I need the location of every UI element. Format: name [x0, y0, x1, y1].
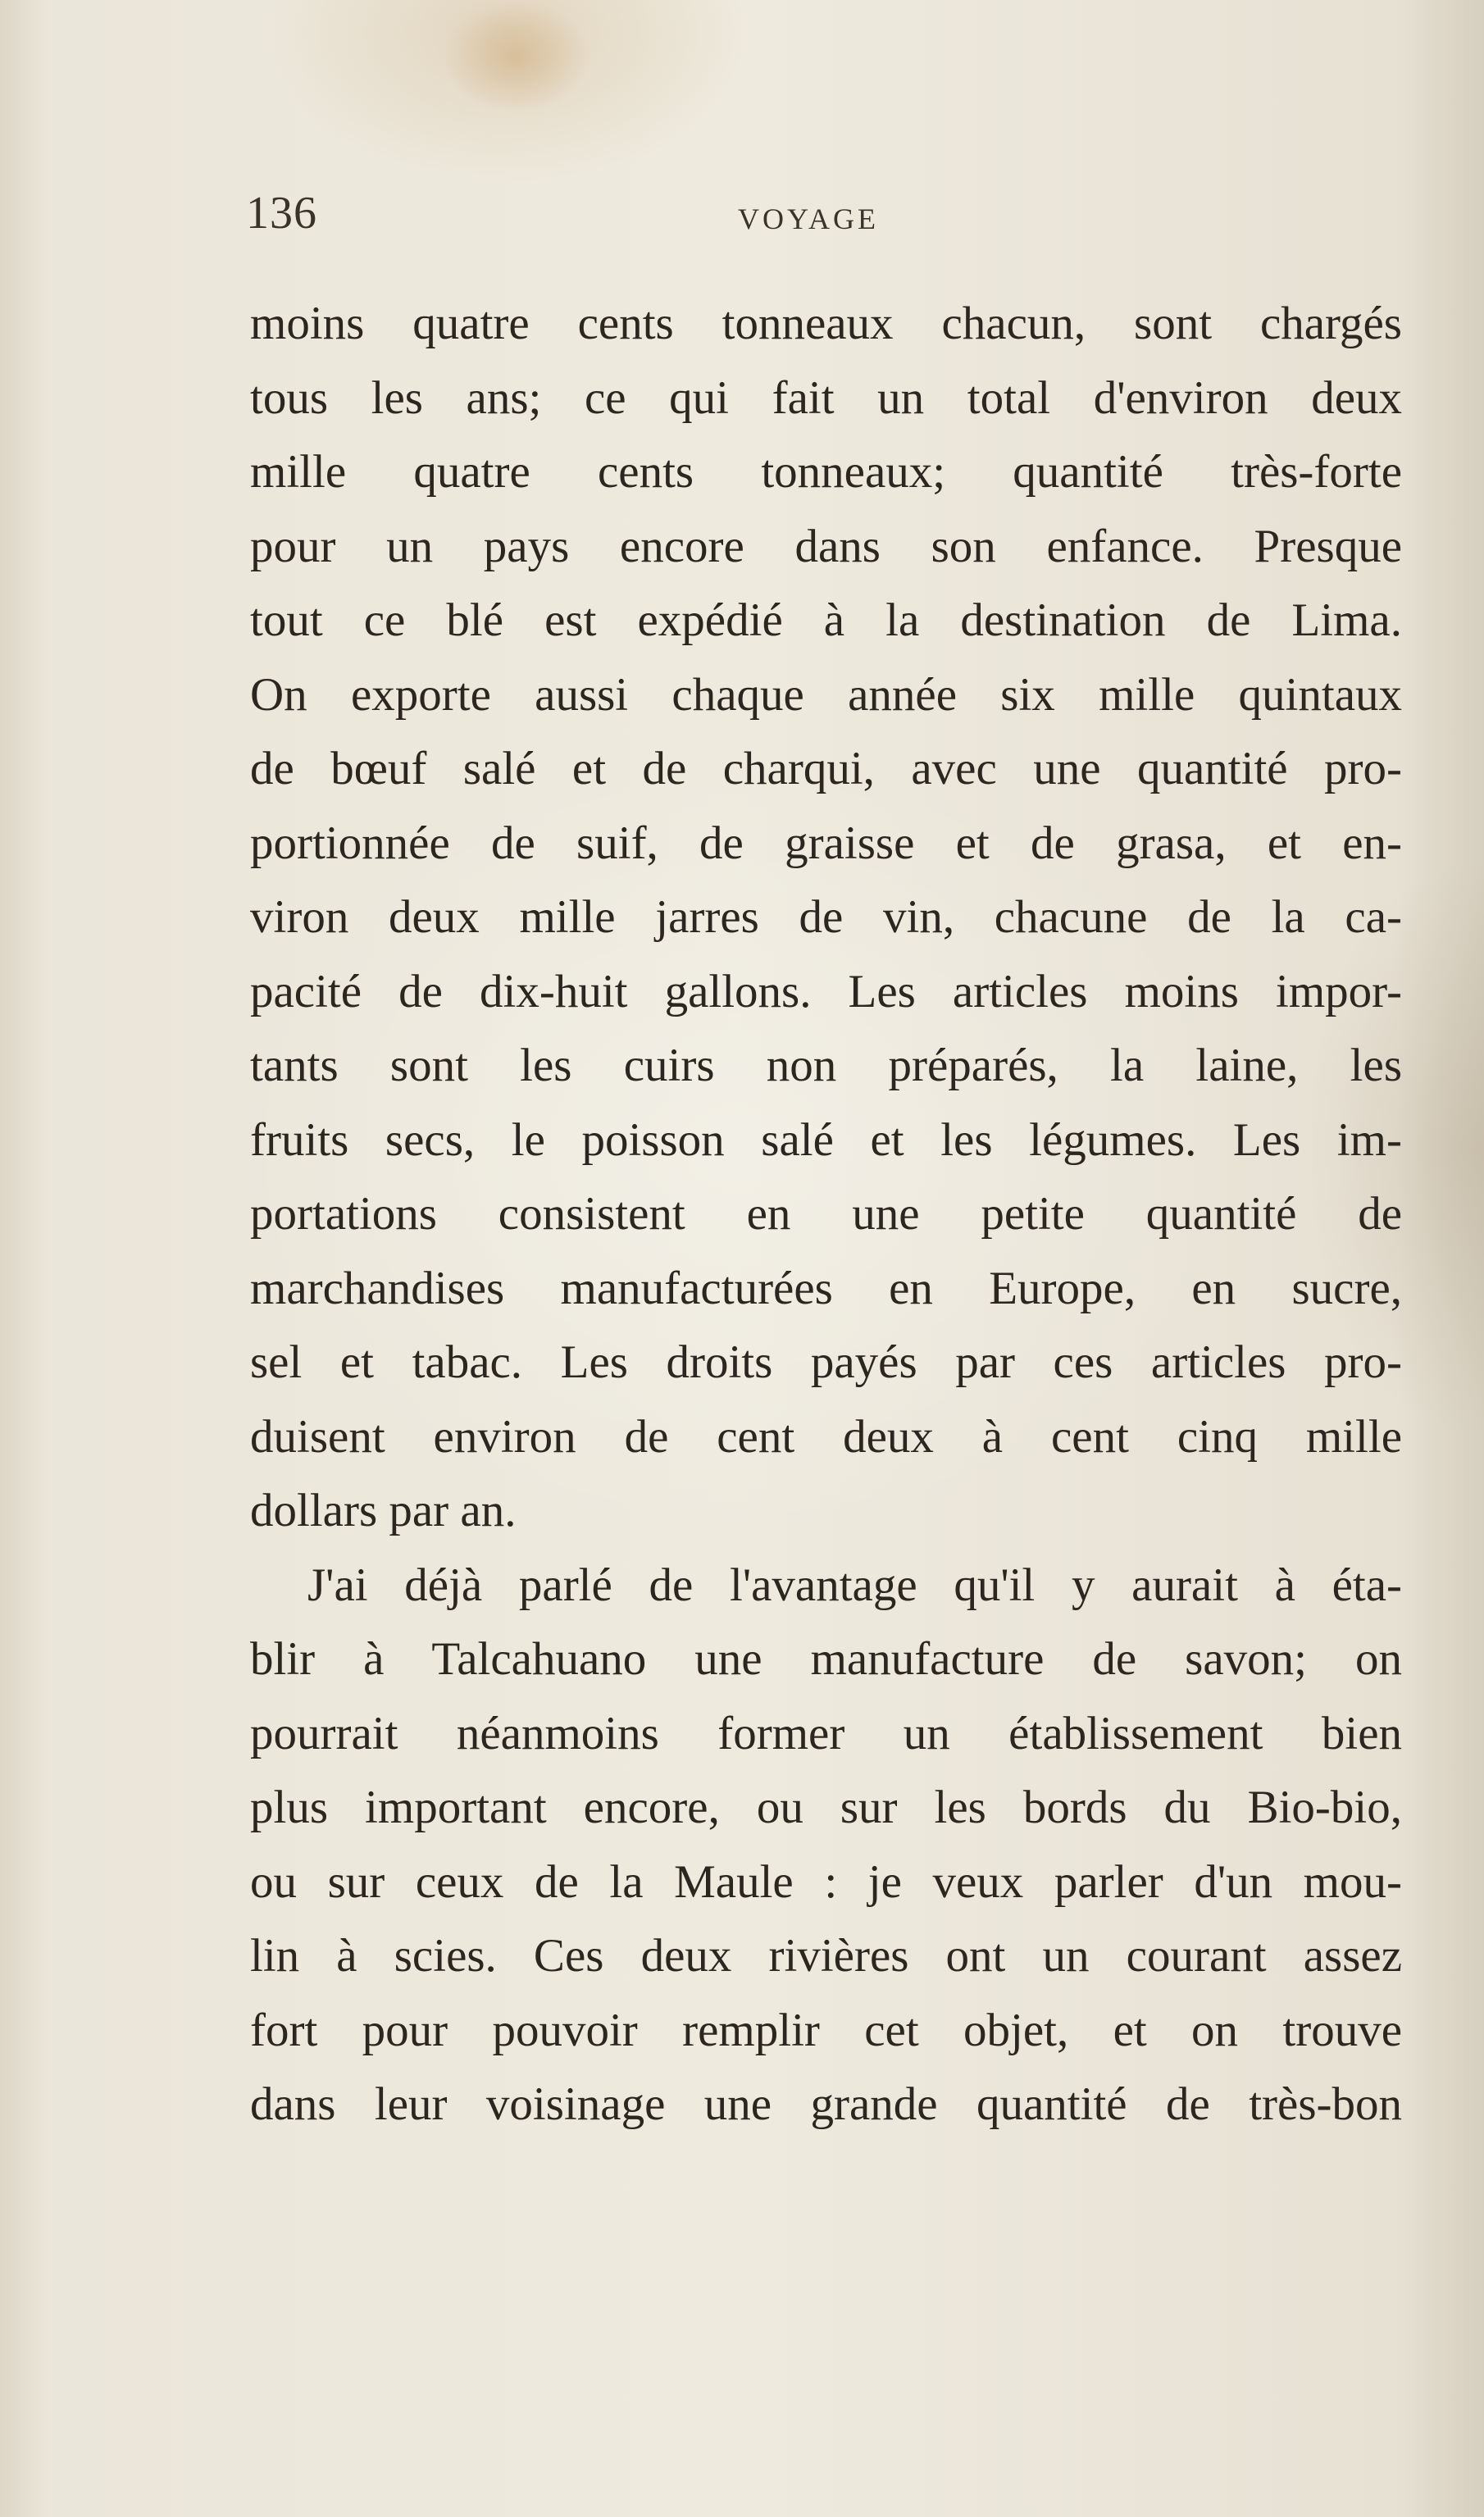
paragraph-start-line: J'ai déjà parlé de l'avantage qu'il y aurait à éta- — [307, 1559, 1402, 1611]
page-number: 136 — [246, 188, 317, 239]
body-text — [250, 287, 1402, 2142]
text-line: viron deux mille jarres de vin, chacune de la ca- — [250, 891, 1402, 943]
text-line: pacité de dix-huit gallons. Les articles moins impor- — [250, 965, 1402, 1017]
paragraph-end-line: dollars par an. — [250, 1485, 517, 1536]
running-head: VOYAGE — [738, 203, 879, 235]
text-line: plus important encore, ou sur les bords du Bio-bio, — [250, 1782, 1402, 1833]
text-line: On exporte aussi chaque année six mille quintaux — [250, 668, 1402, 721]
text-line: portionnée de suif, de graisse et de grasa, et en- — [250, 817, 1402, 869]
text-line: de bœuf salé et de charqui, avec une quantité pro- — [250, 743, 1402, 794]
text-line: fort pour pouvoir remplir cet objet, et on trouve — [250, 2004, 1402, 2056]
text-line: ou sur ceux de la Maule : je veux parler d'un mou- — [250, 1855, 1402, 1908]
text-line: mille quatre cents tonneaux; quantité très-forte — [250, 446, 1402, 498]
text-line: dans leur voisinage une grande quantité de très-bon — [250, 2078, 1402, 2130]
text-line: marchandises manufacturées en Europe, en sucre, — [250, 1262, 1402, 1314]
text-line: fruits secs, le poisson salé et les légumes. Les im- — [250, 1113, 1402, 1166]
text-line: blir à Talcahuano une manufacture de savon; on — [250, 1633, 1402, 1685]
text-line: sel et tabac. Les droits payés par ces articles pro- — [250, 1336, 1402, 1388]
paper-stain — [443, 0, 590, 115]
text-line: moins quatre cents tonneaux chacun, sont chargés — [250, 298, 1402, 349]
text-line: pour un pays encore dans son enfance. Presque — [250, 520, 1402, 572]
text-line: duisent environ de cent deux à cent cinq mille — [250, 1410, 1402, 1463]
text-line: tous les ans; ce qui fait un total d'environ deux — [250, 371, 1402, 424]
text-line: tout ce blé est expédié à la destination de Lima. — [250, 594, 1402, 646]
text-line: tants sont les cuirs non préparés, la laine, les — [250, 1040, 1402, 1091]
text-line: lin à scies. Ces deux rivières ont un courant assez — [250, 1930, 1402, 1982]
text-line: pourrait néanmoins former un établissement bien — [250, 1707, 1402, 1759]
page-header — [246, 187, 1410, 253]
text-line: portations consistent en une petite quantité de — [250, 1188, 1402, 1240]
